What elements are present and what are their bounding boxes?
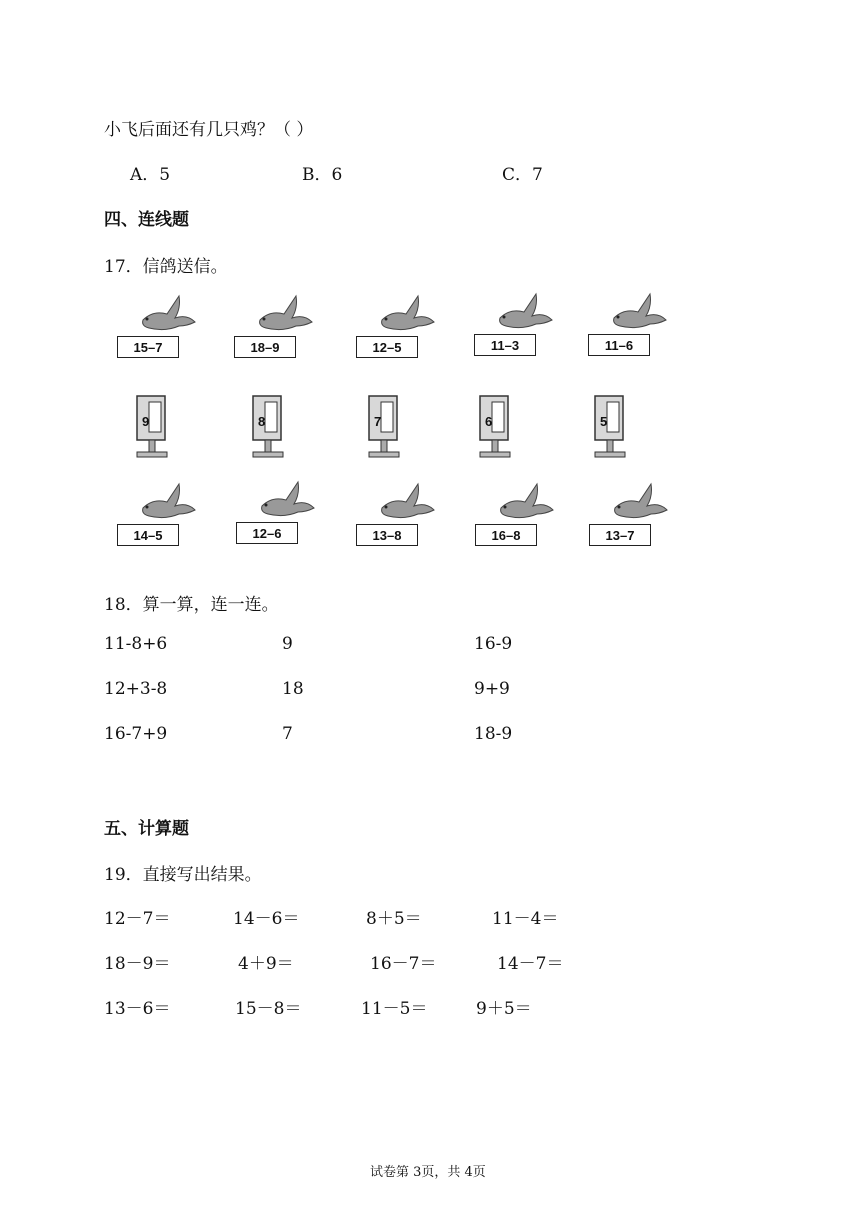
mailbox-number: 6 — [485, 414, 493, 429]
mailbox-number: 9 — [142, 414, 150, 429]
expr-right: 9+9 — [474, 679, 510, 699]
arith-item: 16－7＝ — [370, 954, 437, 974]
pigeon-icon — [493, 480, 565, 528]
pigeon-card — [475, 480, 565, 550]
pigeon-card — [474, 290, 564, 360]
arith-item: 11－4＝ — [492, 909, 559, 929]
arith-item: 4＋9＝ — [238, 954, 294, 974]
pigeon-card — [356, 480, 446, 550]
mailbox — [365, 392, 415, 462]
arith-item: 13－6＝ — [104, 999, 171, 1019]
pigeon-card — [117, 480, 207, 550]
option-c: C．7 — [502, 165, 543, 185]
result-middle: 7 — [282, 724, 293, 744]
expr-left: 16-7+9 — [104, 724, 168, 744]
question-16-text: 小飞后面还有几只鸡？（ ） — [104, 120, 314, 140]
pigeon-card — [589, 480, 679, 550]
pigeon-icon — [492, 290, 564, 338]
question-18-title: 18．算一算，连一连。 — [104, 595, 279, 615]
mailbox — [591, 392, 641, 462]
pigeon-icon — [254, 478, 326, 526]
section-5-title: 五、计算题 — [104, 819, 189, 839]
mailbox — [133, 392, 183, 462]
pigeon-card — [236, 478, 326, 548]
arith-item: 18－9＝ — [104, 954, 171, 974]
pigeon-card — [117, 292, 207, 362]
pigeon-icon — [607, 480, 679, 528]
mailbox-number: 5 — [600, 414, 608, 429]
card-label: 13–8 — [356, 524, 418, 546]
page-footer: 试卷第 3页，共 4页 — [370, 1165, 486, 1180]
card-label: 13–7 — [589, 524, 651, 546]
arith-item: 9＋5＝ — [476, 999, 532, 1019]
pigeon-card — [588, 290, 678, 360]
card-label: 11–6 — [588, 334, 650, 356]
result-middle: 18 — [282, 679, 304, 699]
mailbox-icon — [249, 392, 299, 462]
question-17-title: 17．信鸽送信。 — [104, 257, 228, 277]
expr-left: 11-8+6 — [104, 634, 168, 654]
card-label: 18–9 — [234, 336, 296, 358]
pigeon-card — [234, 292, 324, 362]
pigeon-icon — [374, 480, 446, 528]
pigeon-card — [356, 292, 446, 362]
mailbox-icon — [591, 392, 641, 462]
arith-item: 12－7＝ — [104, 909, 171, 929]
arith-item: 11－5＝ — [361, 999, 428, 1019]
arith-item: 14－7＝ — [497, 954, 564, 974]
section-4-title: 四、连线题 — [104, 210, 189, 230]
pigeon-icon — [135, 292, 207, 340]
card-label: 11–3 — [474, 334, 536, 356]
mailbox-icon — [133, 392, 183, 462]
question-19-title: 19．直接写出结果。 — [104, 865, 262, 885]
pigeon-icon — [135, 480, 207, 528]
pigeon-icon — [374, 292, 446, 340]
expr-right: 16-9 — [474, 634, 513, 654]
mailbox — [249, 392, 299, 462]
mailbox-number: 7 — [374, 414, 382, 429]
card-label: 16–8 — [475, 524, 537, 546]
card-label: 15–7 — [117, 336, 179, 358]
result-middle: 9 — [282, 634, 293, 654]
pigeon-icon — [252, 292, 324, 340]
card-label: 12–5 — [356, 336, 418, 358]
option-a: A．5 — [130, 165, 171, 185]
option-b: B．6 — [302, 165, 343, 185]
pigeon-icon — [606, 290, 678, 338]
mailbox-icon — [476, 392, 526, 462]
expr-left: 12+3-8 — [104, 679, 168, 699]
arith-item: 14－6＝ — [233, 909, 300, 929]
card-label: 14–5 — [117, 524, 179, 546]
arith-item: 8＋5＝ — [366, 909, 422, 929]
mailbox — [476, 392, 526, 462]
mailbox-icon — [365, 392, 415, 462]
card-label: 12–6 — [236, 522, 298, 544]
arith-item: 15－8＝ — [235, 999, 302, 1019]
mailbox-number: 8 — [258, 414, 266, 429]
expr-right: 18-9 — [474, 724, 513, 744]
